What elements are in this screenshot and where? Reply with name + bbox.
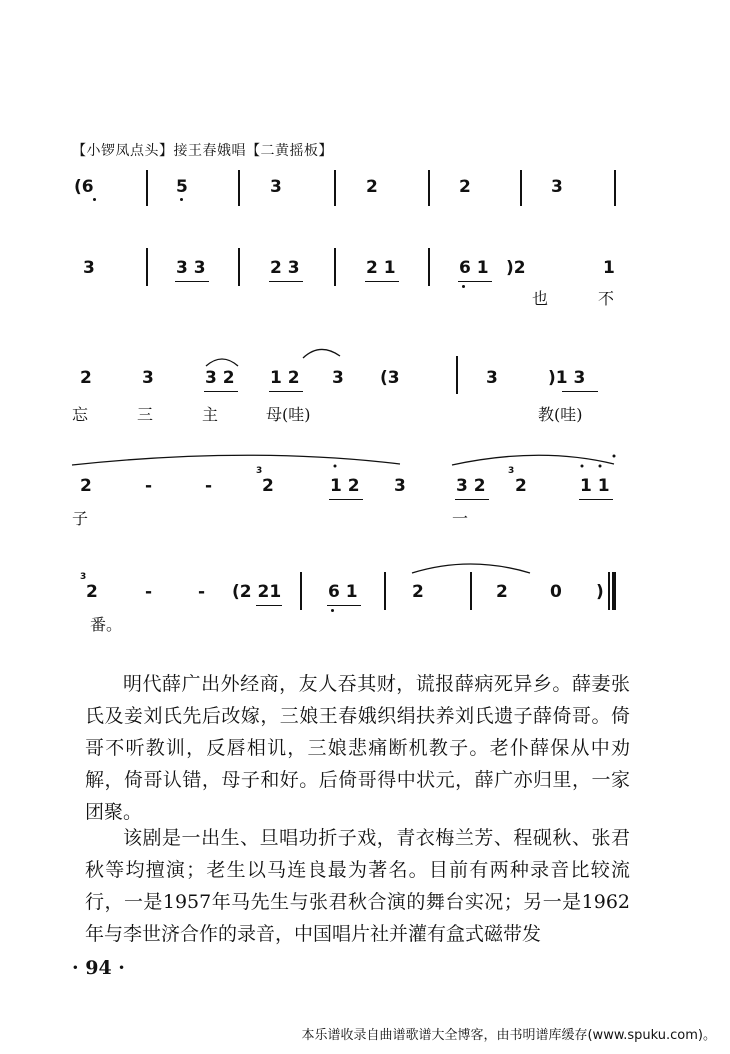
note: 1 2 bbox=[270, 368, 300, 388]
score-row-2 bbox=[0, 240, 730, 310]
paragraph-1: 明代薛广出外经商，友人吞其财，谎报薛病死异乡。薛妻张氏及妾刘氏先后改嫁，三娘王春娥织绢扶养刘氏遗子薛倚哥。倚哥不听教训，反唇相讥，三娘悲痛断机教子。老仆薛保从中劝解，倚哥认错，母子和好。后倚哥得中状元，薛广亦归里，一家团聚。 bbox=[85, 673, 630, 823]
barline bbox=[238, 170, 240, 206]
low-octave-dot bbox=[462, 285, 465, 288]
underline bbox=[562, 391, 598, 392]
note: 3 bbox=[83, 258, 95, 278]
barline bbox=[238, 248, 240, 286]
barline bbox=[428, 170, 430, 206]
synopsis-paragraph bbox=[85, 668, 630, 828]
high-octave-dot bbox=[613, 455, 616, 458]
low-octave-dot bbox=[331, 609, 334, 612]
note: 2 1 bbox=[366, 258, 396, 278]
note: 3 bbox=[551, 177, 563, 197]
note: 5 bbox=[176, 177, 188, 197]
note: 1 bbox=[603, 258, 615, 278]
page-number: · 94 · bbox=[72, 957, 125, 979]
note: 2 bbox=[80, 476, 92, 496]
lyric: 也 bbox=[532, 289, 549, 308]
lyric: 忘 bbox=[72, 405, 89, 424]
final-barline bbox=[608, 572, 610, 610]
score-row-4 bbox=[0, 460, 730, 530]
underline bbox=[175, 281, 209, 282]
note: - bbox=[145, 476, 153, 496]
note: 3 3 bbox=[176, 258, 206, 278]
note: - bbox=[205, 476, 213, 496]
lyric: 母(哇) bbox=[266, 405, 311, 424]
note: 2 bbox=[86, 582, 98, 602]
note: 3 bbox=[332, 368, 344, 388]
note: (6 bbox=[74, 177, 94, 197]
barline bbox=[520, 170, 522, 206]
note: 2 bbox=[80, 368, 92, 388]
final-barline-thick bbox=[612, 572, 616, 610]
barline bbox=[614, 170, 616, 206]
note: 3 bbox=[142, 368, 154, 388]
note: ) bbox=[596, 582, 604, 602]
underline bbox=[204, 391, 238, 392]
barline bbox=[334, 170, 336, 206]
underline bbox=[327, 605, 361, 606]
grace-note: 3 bbox=[508, 466, 515, 476]
grace-note: 3 bbox=[80, 572, 87, 582]
lyric: 三 bbox=[137, 405, 154, 424]
note: 2 3 bbox=[270, 258, 300, 278]
note: 2 bbox=[262, 476, 274, 496]
note: 1 1 bbox=[580, 476, 610, 496]
barline bbox=[428, 248, 430, 286]
note: 1 2 bbox=[330, 476, 360, 496]
note: 2 bbox=[412, 582, 424, 602]
barline bbox=[146, 170, 148, 206]
note: - bbox=[145, 582, 153, 602]
barline bbox=[334, 248, 336, 286]
note: 2 bbox=[459, 177, 471, 197]
underline bbox=[365, 281, 399, 282]
note: 3 bbox=[270, 177, 282, 197]
barline bbox=[300, 572, 302, 610]
underline bbox=[579, 499, 613, 500]
source-footer: 本乐谱收录自曲谱歌谱大全博客，由书明谱库缓存(www.spuku.com)。 bbox=[301, 1028, 716, 1043]
lyric: 一 bbox=[452, 509, 469, 528]
note: 3 bbox=[486, 368, 498, 388]
underline bbox=[256, 605, 282, 606]
note: 6 1 bbox=[459, 258, 489, 278]
note: 6 1 bbox=[328, 582, 358, 602]
note: 2 bbox=[515, 476, 527, 496]
underline bbox=[269, 391, 303, 392]
barline bbox=[384, 572, 386, 610]
score-row-5 bbox=[0, 568, 730, 638]
lyric: 主 bbox=[202, 405, 219, 424]
note: - bbox=[198, 582, 206, 602]
low-octave-dot bbox=[180, 198, 183, 201]
note: 0 bbox=[550, 582, 562, 602]
barline bbox=[470, 572, 472, 610]
paragraph-2: 该剧是一出生、旦唱功折子戏，青衣梅兰芳、程砚秋、张君秋等均擅演；老生以马连良最为著名。目前有两种录音比较流行，一是1957年马先生与张君秋合演的舞台实况；另一是1962年与李世济合作的录音，中国唱片社并灌有盒式磁带发 bbox=[85, 827, 630, 945]
underline bbox=[455, 499, 489, 500]
grace-note: 3 bbox=[256, 466, 263, 476]
underline bbox=[329, 499, 363, 500]
note: )1 3 bbox=[548, 368, 586, 388]
recordings-paragraph bbox=[85, 822, 630, 950]
note: 3 2 bbox=[205, 368, 235, 388]
note: 2 bbox=[366, 177, 378, 197]
lyric: 子 bbox=[72, 509, 89, 528]
note: )2 bbox=[506, 258, 526, 278]
note: (3 bbox=[380, 368, 400, 388]
note: 3 2 bbox=[456, 476, 486, 496]
underline bbox=[269, 281, 303, 282]
underline bbox=[458, 281, 492, 282]
lyric: 番。 bbox=[90, 615, 123, 634]
note: (2 21 bbox=[232, 582, 282, 602]
note: 3 bbox=[394, 476, 406, 496]
barline bbox=[456, 356, 458, 394]
score-header: 【小锣凤点头】接王春娥唱【二黄摇板】 bbox=[72, 143, 333, 159]
lyric: 不 bbox=[598, 289, 615, 308]
barline bbox=[146, 248, 148, 286]
note: 2 bbox=[496, 582, 508, 602]
score-row-3 bbox=[0, 352, 730, 422]
lyric: 教(哇) bbox=[538, 405, 583, 424]
low-octave-dot bbox=[93, 198, 96, 201]
score-row-1 bbox=[0, 160, 730, 230]
